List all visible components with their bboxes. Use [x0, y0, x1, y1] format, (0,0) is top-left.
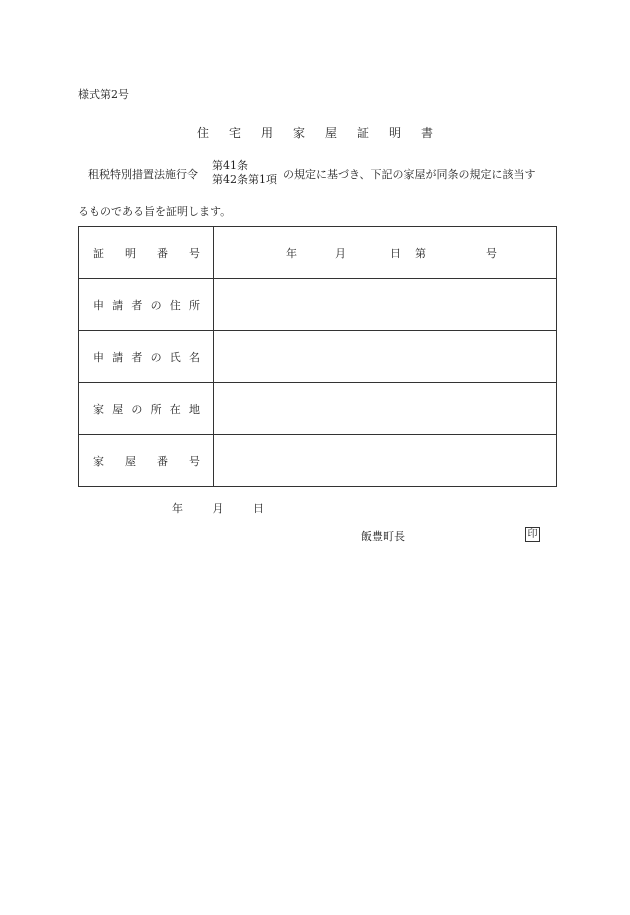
- table-row: [79, 435, 557, 487]
- date-part: 日: [253, 502, 264, 515]
- article-option: 第41条: [212, 159, 248, 172]
- label-char: 家: [93, 402, 104, 416]
- title-char: 用: [260, 126, 273, 140]
- table-row: [79, 279, 557, 331]
- date-part: 年: [286, 246, 297, 260]
- title-char: 住: [196, 126, 209, 140]
- label-char: の: [131, 402, 143, 416]
- applicant-address-value[interactable]: [214, 279, 557, 331]
- date-part: 号: [486, 246, 497, 260]
- row-label-house-number: [79, 435, 214, 487]
- label-char: 申: [93, 298, 104, 312]
- row-label-applicant-address: [79, 279, 214, 331]
- row-label-applicant-name: [79, 331, 214, 383]
- label-char: 請: [112, 350, 124, 364]
- label-char: 者: [131, 350, 143, 364]
- table-row: [79, 331, 557, 383]
- date-part: 年: [172, 502, 183, 515]
- issue-date: [172, 500, 264, 516]
- label-char: 地: [188, 402, 200, 416]
- label-char: 住: [169, 298, 181, 312]
- title-char: 宅: [228, 126, 241, 140]
- title-char: 家: [292, 126, 305, 140]
- date-part: 月: [335, 246, 346, 260]
- house-number-value[interactable]: [214, 435, 557, 487]
- title-char: 屋: [325, 126, 338, 140]
- label-char: 所: [188, 298, 200, 312]
- table-row: [79, 227, 557, 279]
- document-title: [0, 124, 630, 141]
- date-part: 第: [415, 246, 426, 260]
- house-location-value[interactable]: [214, 383, 557, 435]
- form-number: 様式第2号: [78, 88, 129, 101]
- label-char: 屋: [125, 454, 136, 468]
- label-char: 所: [150, 402, 162, 416]
- title-char: 書: [421, 126, 434, 140]
- seal-mark: 印: [525, 527, 540, 542]
- title-char: 明: [389, 126, 402, 140]
- row-label-house-location: [79, 383, 214, 435]
- label-char: 名: [188, 350, 200, 364]
- label-char: 申: [93, 350, 104, 364]
- title-char: 証: [357, 126, 370, 140]
- label-char: 号: [189, 246, 200, 260]
- article-option: 第42条第1項: [212, 173, 277, 186]
- label-char: 号: [189, 454, 200, 468]
- label-char: 番: [157, 246, 168, 260]
- article-options: [212, 159, 277, 187]
- date-part: 月: [212, 502, 224, 515]
- preamble-end: の規定に基づき、下記の家屋が同条の規定に該当す: [283, 168, 536, 181]
- table-row: [79, 383, 557, 435]
- label-char: 請: [112, 298, 124, 312]
- label-char: 証: [93, 246, 104, 260]
- certificate-table: [78, 226, 557, 487]
- label-char: 家: [93, 454, 104, 468]
- applicant-name-value[interactable]: [214, 331, 557, 383]
- row-label-cert-number: [79, 227, 214, 279]
- issuer-title: 飯豊町長: [361, 530, 405, 543]
- label-char: の: [150, 350, 162, 364]
- label-char: 番: [157, 454, 168, 468]
- preamble-line2: るものである旨を証明します。: [78, 205, 232, 218]
- label-char: の: [150, 298, 162, 312]
- label-char: 在: [169, 402, 181, 416]
- date-part: 日: [390, 246, 401, 260]
- label-char: 明: [125, 246, 136, 260]
- label-char: 者: [131, 298, 143, 312]
- label-char: 屋: [112, 402, 124, 416]
- preamble-start: 租税特別措置法施行令: [88, 168, 198, 181]
- cert-number-value[interactable]: [214, 227, 557, 279]
- label-char: 氏: [169, 350, 181, 364]
